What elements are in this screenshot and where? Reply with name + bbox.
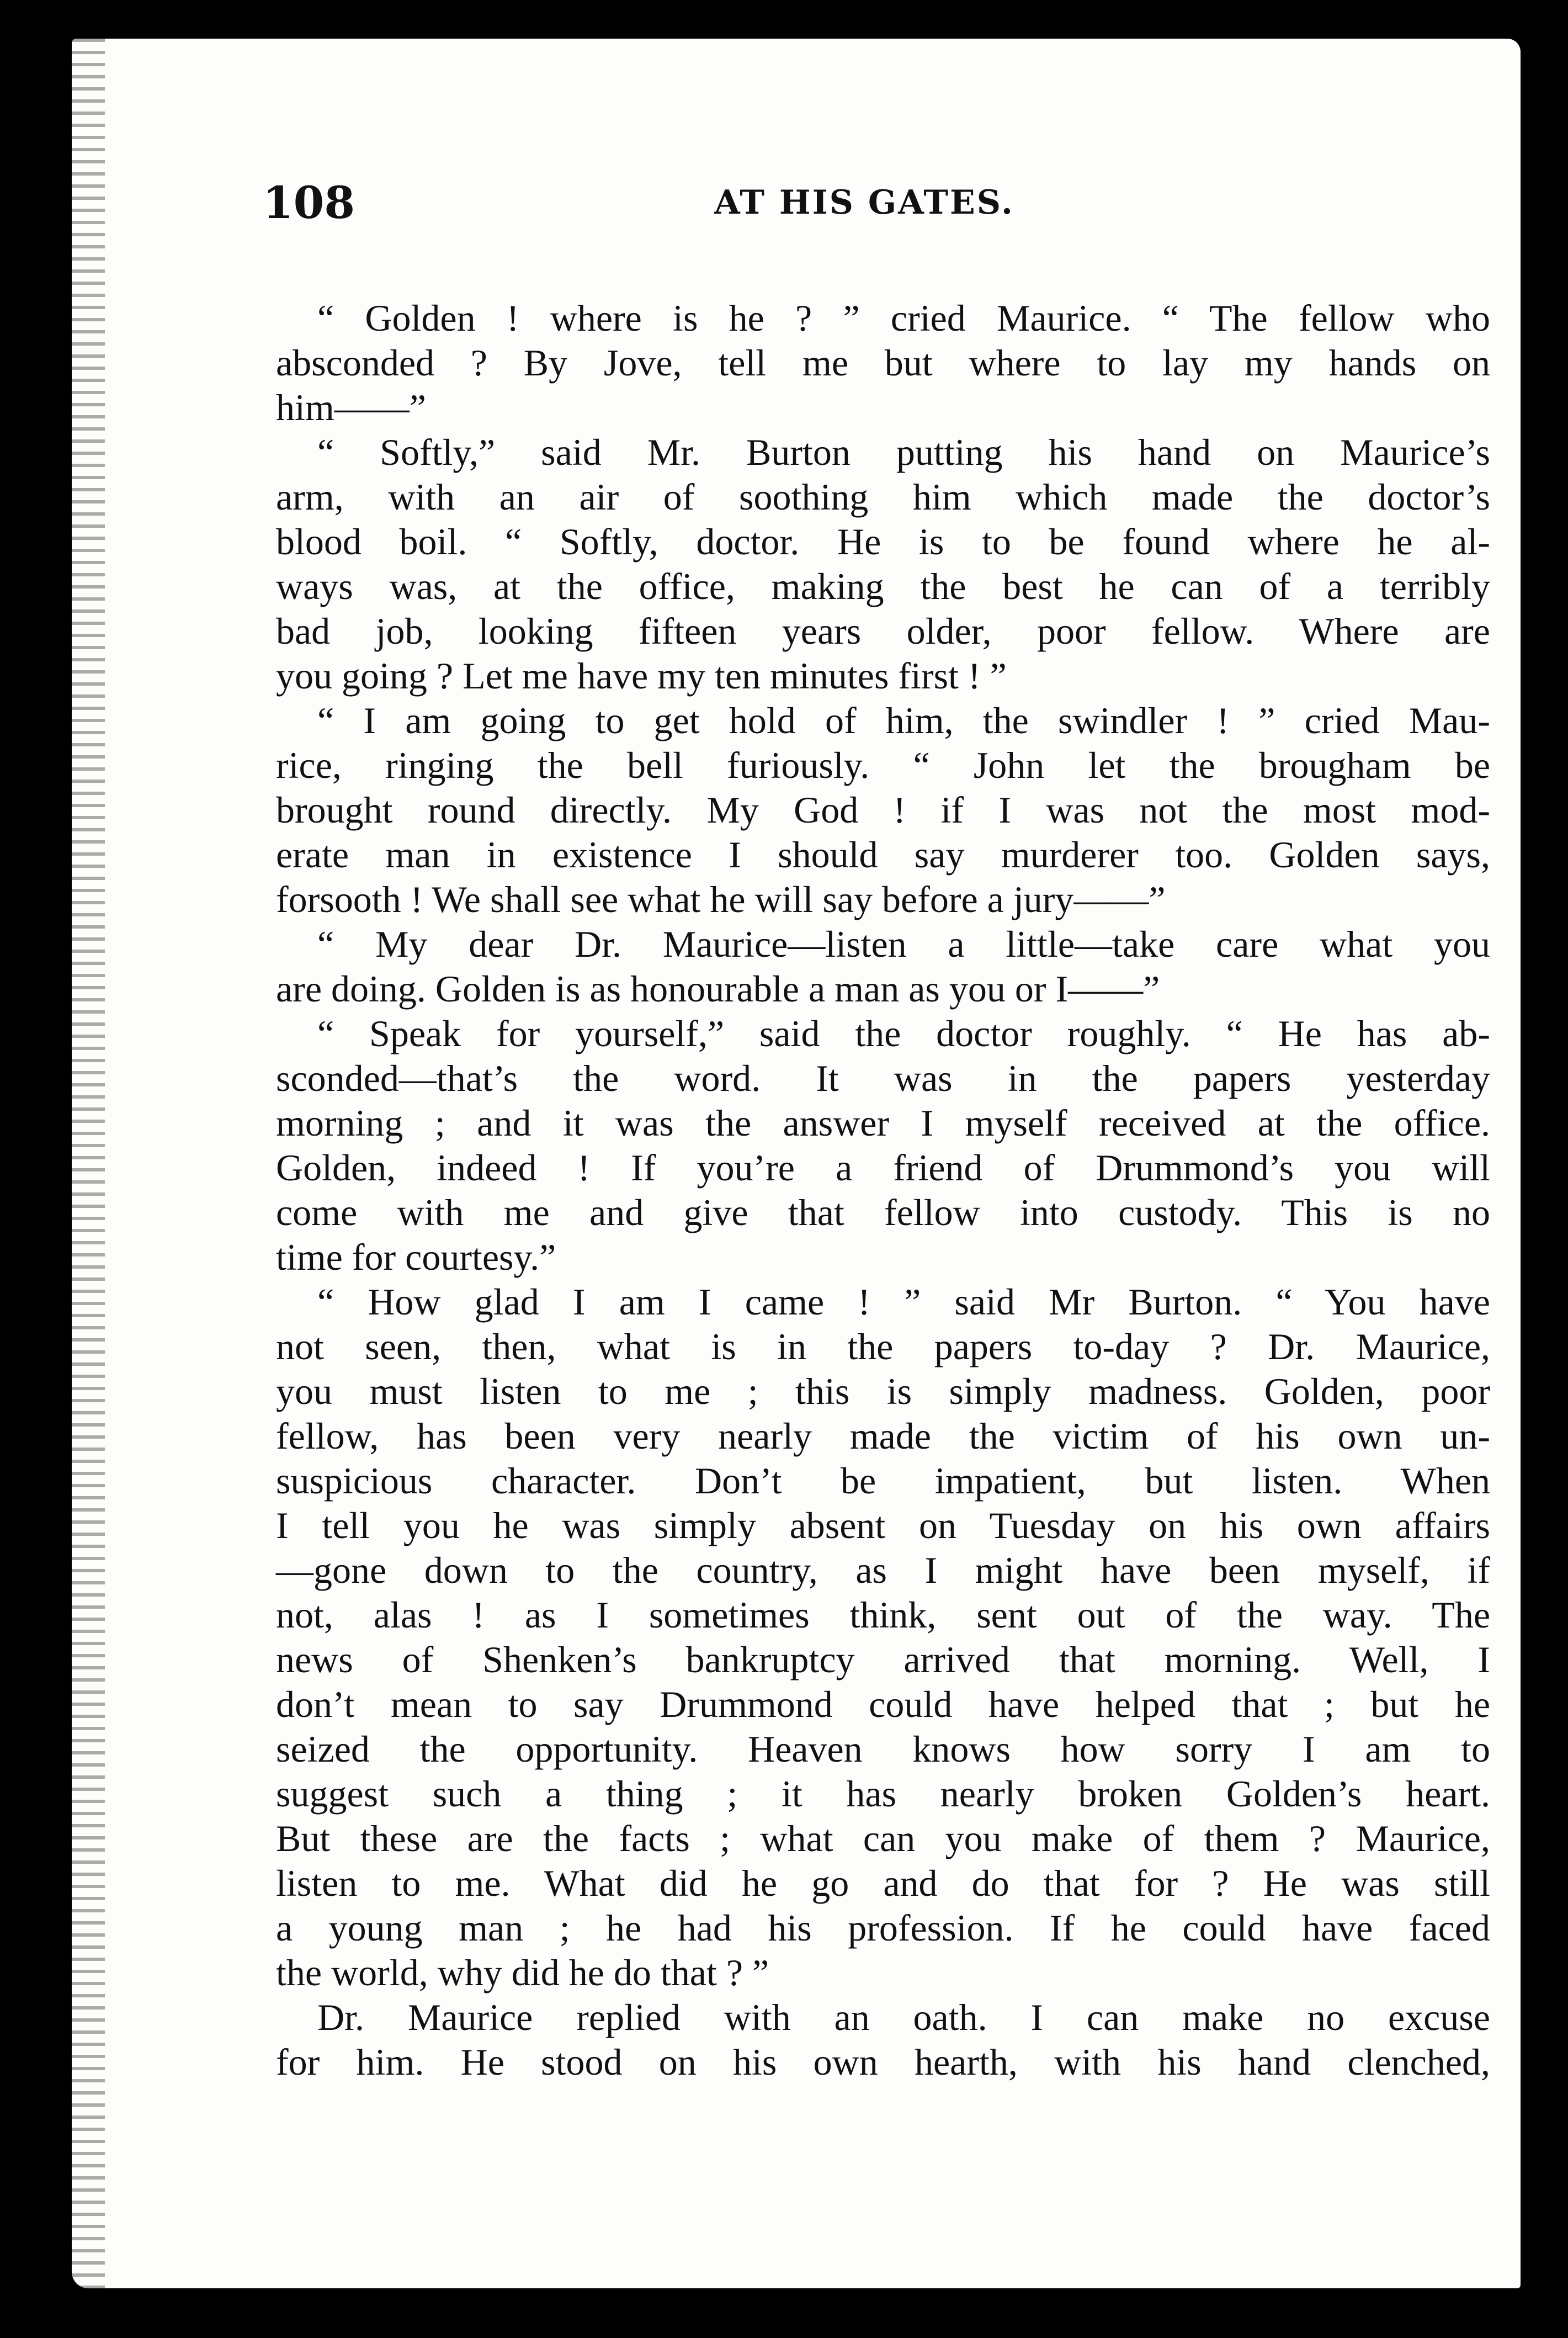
text-line: suspicious character. Don’t be impatient, but listen. When (276, 1460, 1490, 1502)
text-line: fellow, has been very nearly made the victim of his own un- (276, 1415, 1490, 1457)
text-line: suggest such a thing ; it has nearly broken Golden’s heart. (276, 1773, 1490, 1815)
text-line: rice, ringing the bell furiously. “ John let the brougham be (276, 744, 1490, 786)
text-line: But these are the facts ; what can you make of them ? Maurice, (276, 1817, 1490, 1859)
text-line: bad job, looking fifteen years older, poor fellow. Where are (276, 610, 1490, 652)
text-line: time for courtesy.” (276, 1236, 556, 1278)
text-line: don’t mean to say Drummond could have helped that ; but he (276, 1683, 1490, 1725)
text-line: arm, with an air of soothing him which made the doctor’s (276, 476, 1490, 518)
text-line: you must listen to me ; this is simply madness. Golden, poor (276, 1370, 1490, 1412)
text-line: you going ? Let me have my ten minutes first ! ” (276, 655, 1007, 697)
text-line: sconded—that’s the word. It was in the papers yesterday (276, 1057, 1490, 1099)
gutter-shadow (72, 39, 105, 2288)
text-line: for him. He stood on his own hearth, with his hand clenched, (276, 2041, 1490, 2083)
text-line: news of Shenken’s bankruptcy arrived that morning. Well, I (276, 1639, 1490, 1680)
text-line: him——” (276, 386, 426, 428)
text-line: are doing. Golden is as honourable a man as you or I——” (276, 968, 1160, 1010)
text-line: ways was, at the office, making the best he can of a terribly (276, 565, 1490, 607)
running-head: AT HIS GATES. (714, 183, 1014, 222)
text-line: brought round directly. My God ! if I was not the most mod- (276, 789, 1490, 831)
text-line: the world, why did he do that ? ” (276, 1952, 769, 1994)
text-line: I tell you he was simply absent on Tuesday on his own affairs (276, 1504, 1490, 1546)
text-line: —gone down to the country, as I might have been myself, if (276, 1549, 1490, 1591)
text-line: “ Speak for yourself,” said the doctor roughly. “ He has ab- (317, 1012, 1490, 1054)
text-line: “ Golden ! where is he ? ” cried Maurice. “ The fellow who (317, 297, 1490, 339)
text-line: “ My dear Dr. Maurice—listen a little—take care what you (317, 923, 1490, 965)
body-text (276, 296, 1490, 2085)
text-line: absconded ? By Jove, tell me but where to lay my hands on (276, 342, 1490, 384)
text-line: not seen, then, what is in the papers to-day ? Dr. Maurice, (276, 1326, 1490, 1367)
text-line: Golden, indeed ! If you’re a friend of Drummond’s you will (276, 1147, 1490, 1189)
text-line: Dr. Maurice replied with an oath. I can make no excuse (317, 1996, 1490, 2038)
text-line: morning ; and it was the answer I myself received at the office. (276, 1102, 1490, 1144)
text-line: forsooth ! We shall see what he will say before a jury——” (276, 878, 1166, 920)
page-header (263, 177, 1466, 243)
text-line: blood boil. “ Softly, doctor. He is to be found where he al- (276, 521, 1490, 563)
text-line: “ Softly,” said Mr. Burton putting his hand on Maurice’s (317, 431, 1490, 473)
text-line: “ I am going to get hold of him, the swindler ! ” cried Mau- (317, 699, 1490, 741)
text-line: “ How glad I am I came ! ” said Mr Burton. “ You have (317, 1281, 1490, 1323)
text-line: come with me and give that fellow into custody. This is no (276, 1191, 1490, 1233)
text-line: listen to me. What did he go and do that for ? He was still (276, 1862, 1490, 1904)
book-page (72, 39, 1521, 2288)
text-line: erate man in existence I should say murderer too. Golden says, (276, 834, 1490, 876)
text-line: a young man ; he had his profession. If he could have faced (276, 1907, 1490, 1949)
page-number: 108 (263, 177, 355, 229)
text-line: seized the opportunity. Heaven knows how sorry I am to (276, 1728, 1490, 1770)
text-line: not, alas ! as I sometimes think, sent out of the way. The (276, 1594, 1490, 1636)
